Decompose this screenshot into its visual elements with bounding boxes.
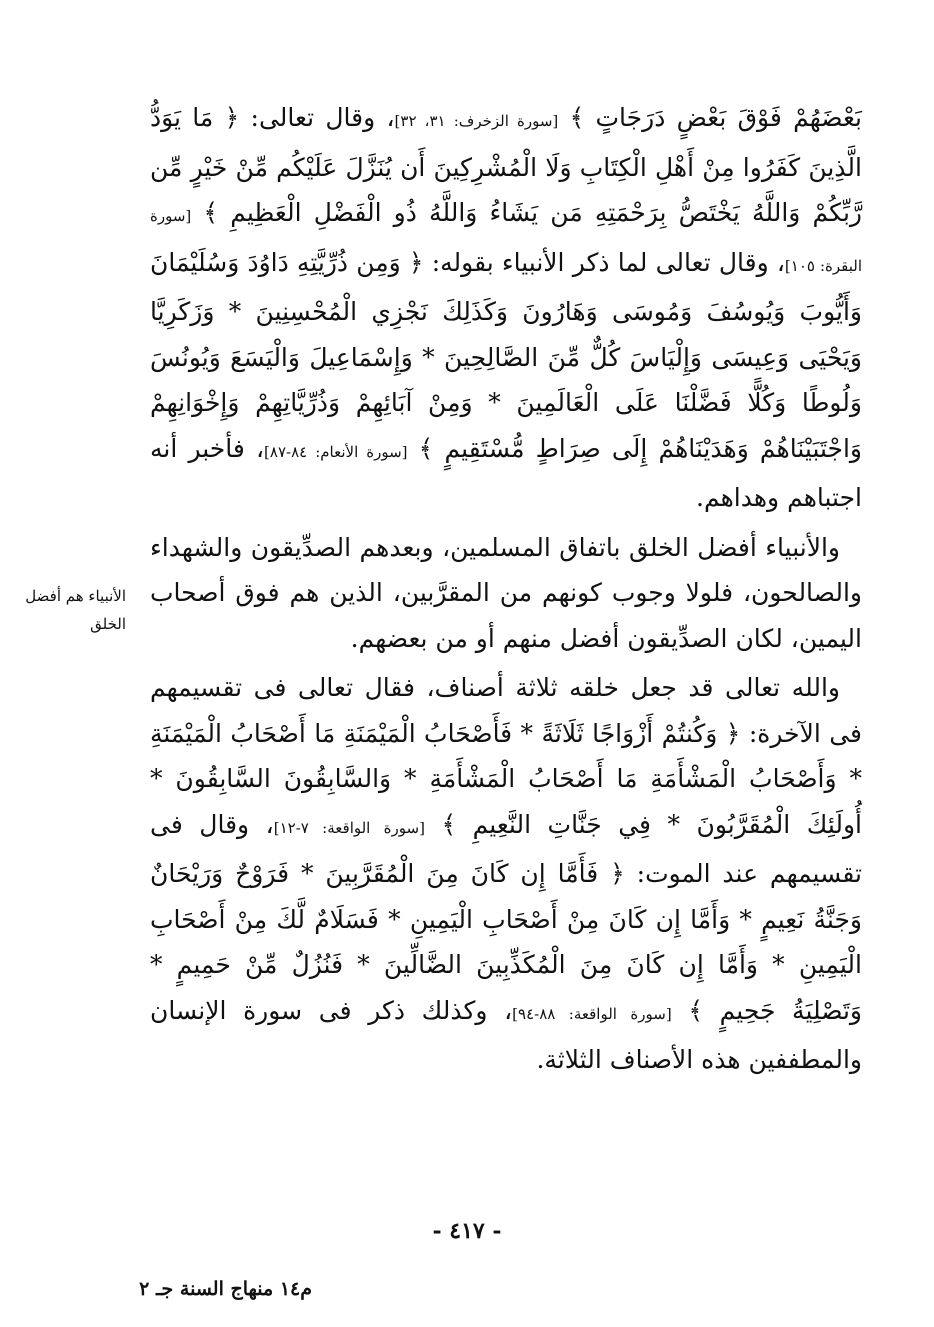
paragraph-text: والأنبياء أفضل الخلق باتفاق المسلمين، وبعدهم الصدِّيقون والشهداء والصالحون، فلولا وجوب كونهم من المقرَّبين، الذين هم فوق أصحاب اليمين، لكان الصدِّيقون أفضل منهم أو من بعضهم.	[150, 532, 862, 653]
paragraph-text: ، وقال تعالى: ﴿ مَا يَوَدُّ الَّذِينَ كَفَرُوا مِنْ أَهْلِ الْكِتَابِ وَلَا الْمُشْرِكِينَ أَن يُنَزَّلَ عَلَيْكُم مِّنْ خَيْرٍ مِّن رَّبِّكُمْ وَاللَّهُ يَخْتَصُّ بِرَحْمَتِهِ مَن يَشَاءُ وَاللَّهُ ذُو الْفَضْلِ الْعَظِيمِ ﴾	[150, 103, 862, 227]
paragraph	[150, 95, 862, 521]
citation-reference: [سورة الزخرف: ٣١، ٣٢]	[394, 112, 559, 130]
citation-reference: [سورة البقرة: ١٠٥]	[150, 207, 863, 275]
paragraph-text: ، فأخبر أنه اجتباهم وهداهم.	[150, 433, 862, 512]
citation-reference: [سورة الأنعام: ٨٤-٨٧]	[264, 442, 408, 461]
margin-note: الأنبياء هم أفضل الخلق	[25, 587, 126, 633]
citation-reference: [سورة الواقعة: ٨٨-٩٤]	[512, 1004, 672, 1023]
paragraph-text: ، وقال تعالى لما ذكر الأنبياء بقوله: ﴿ وَمِن ذُرِّيَّتِهِ دَاوُدَ وَسُلَيْمَانَ وَأَيُّوبَ وَيُوسُفَ وَمُوسَى وَهَارُونَ وَكَذَلِكَ نَجْزِي الْمُحْسِنِينَ * وَزَكَرِيَّا وَيَحْيَى وَعِيسَى وَإِلْيَاسَ كُلٌّ مِّنَ الصَّالِحِينَ * وَإِسْمَاعِيلَ وَالْيَسَعَ وَيُونُسَ وَلُوطًا وَكُلًّا فَضَّلْنَا عَلَى الْعَالَمِينَ * وَمِنْ آبَائِهِمْ وَذُرِّيَّاتِهِمْ وَإِخْوَانِهِمْ وَاجْتَبَيْنَاهُمْ وَهَدَيْنَاهُمْ إِلَى صِرَاطٍ مُّسْتَقِيمٍ ﴾	[150, 247, 862, 463]
paragraph-text: ، وكذلك ذكر فى سورة الإنسان والمطففين هذه الأصناف الثلاثة.	[150, 995, 862, 1074]
footer-signature: م١٤ منهاج السنة جـ ٢	[139, 1278, 312, 1300]
main-text-body	[150, 95, 862, 1083]
paragraph-text: ، وقال فى تقسيمهم عند الموت: ﴿ فَأَمَّا إِن كَانَ مِنَ الْمُقَرَّبِينَ * فَرَوْحٌ وَرَيْحَانٌ وَجَنَّةُ نَعِيمٍ * وَأَمَّا إِن كَانَ مِنْ أَصْحَابِ الْيَمِينِ * فَسَلَامٌ لَّكَ مِنْ أَصْحَابِ الْيَمِينِ * وَأَمَّا إِن كَانَ مِنَ الْمُكَذِّبِينَ الضَّالِّينَ * فَنُزُلٌ مِّنْ حَمِيمٍ * وَتَصْلِيَةُ جَحِيمٍ ﴾	[150, 809, 862, 1025]
paragraph-text: والله تعالى قد جعل خلقه ثلاثة أصناف، فقال تعالى فى تقسيمهم فى الآخرة: ﴿ وَكُنتُمْ أَزْوَاجًا ثَلَاثَةً * فَأَصْحَابُ الْمَيْمَنَةِ مَا أَصْحَابُ الْمَيْمَنَةِ * وَأَصْحَابُ الْمَشْأَمَةِ مَا أَصْحَابُ الْمَشْأَمَةِ * وَالسَّابِقُونَ السَّابِقُونَ * أُولَئِكَ الْمُقَرَّبُونَ * فِي جَنَّاتِ النَّعِيمِ ﴾	[150, 673, 862, 839]
paragraph	[150, 665, 862, 1083]
paragraph	[150, 525, 862, 662]
citation-reference: [سورة الواقعة: ٧-١٢]	[273, 818, 425, 837]
paragraph-text: بَعْضَهُمْ فَوْقَ بَعْضٍ دَرَجَاتٍ ﴾	[558, 103, 862, 132]
page-number: - ٤١٧ -	[432, 1218, 502, 1244]
